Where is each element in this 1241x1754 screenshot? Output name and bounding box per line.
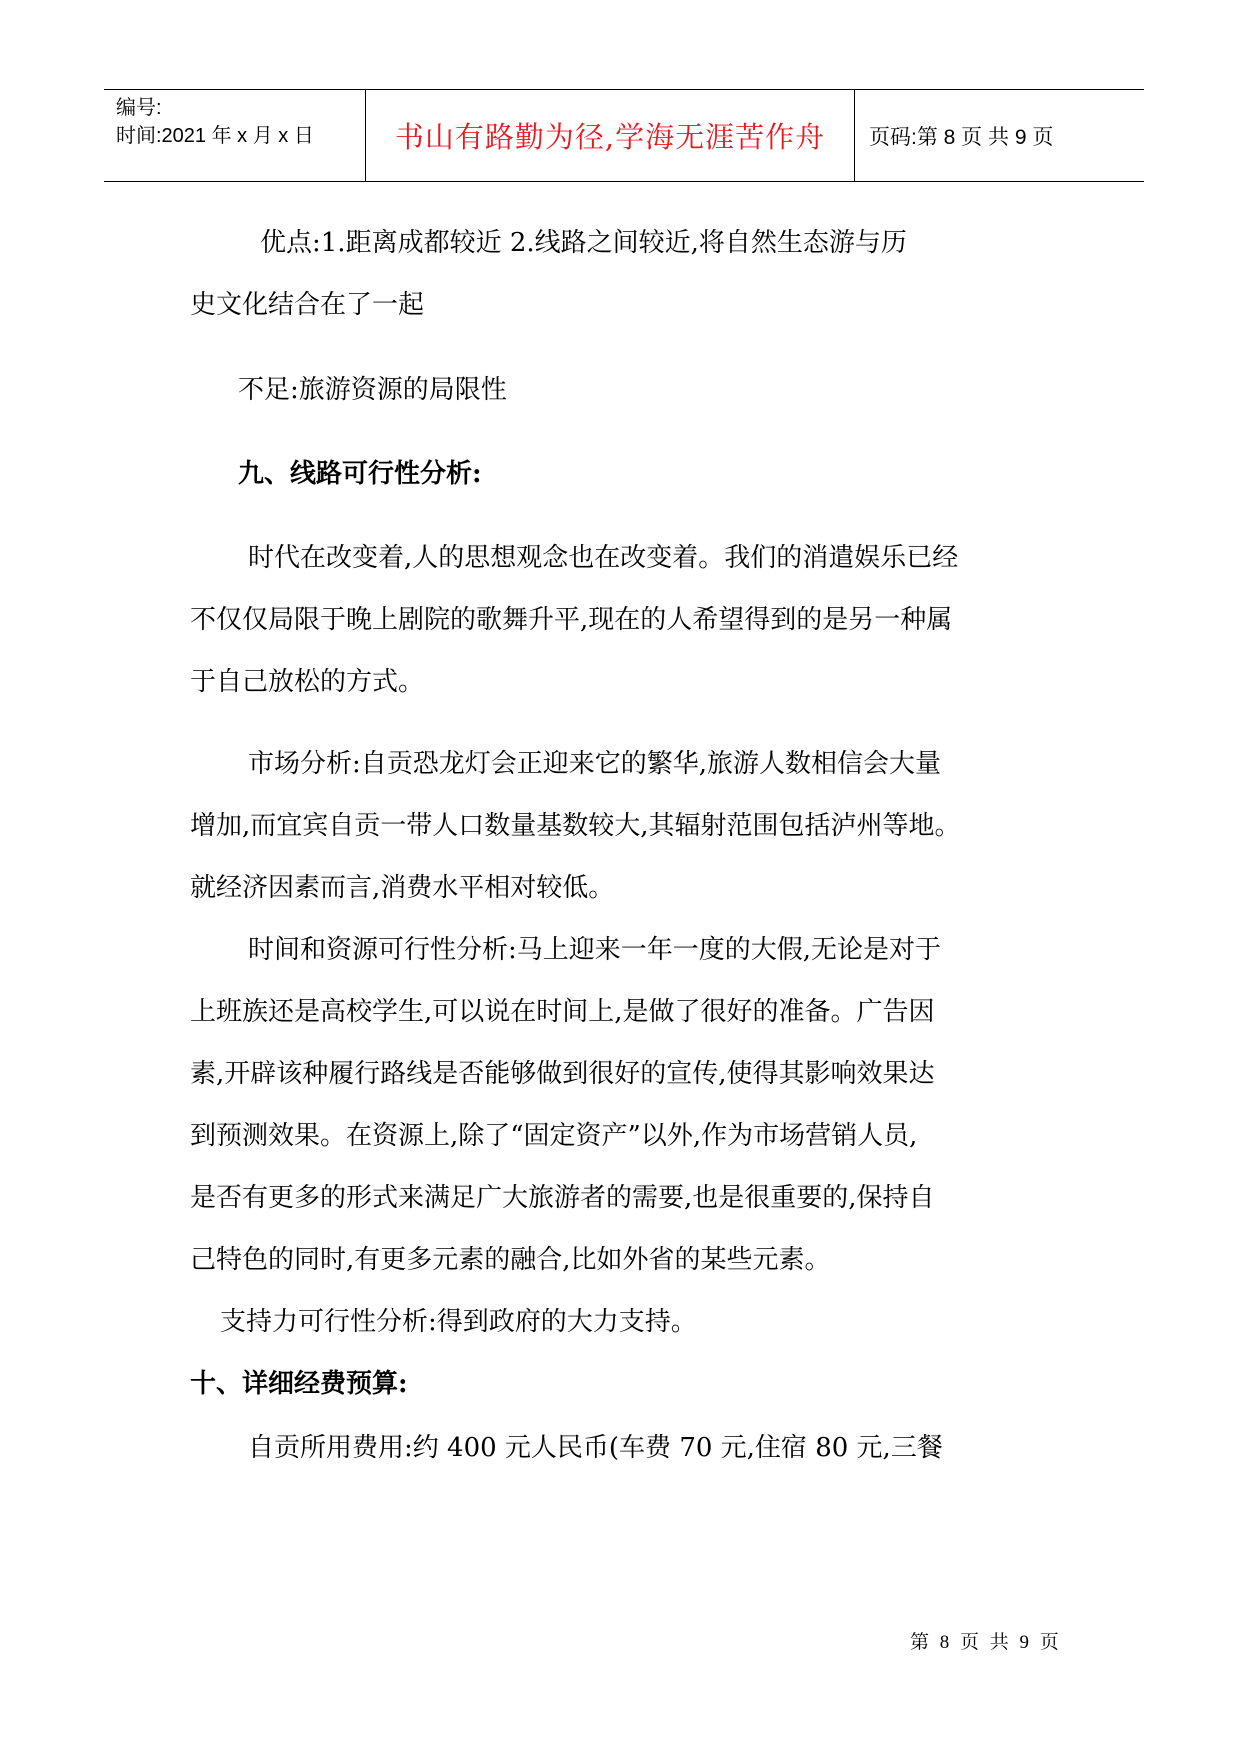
- header-page-cell: [855, 90, 1144, 181]
- paragraph-line: 优点:1.距离成都较近 2.线路之间较近,将自然生态游与历: [260, 228, 907, 258]
- paragraph-line: 己特色的同时,有更多元素的融合,比如外省的某些元素。: [190, 1245, 831, 1275]
- paragraph-line: 上班族还是高校学生,可以说在时间上,是做了很好的准备。广告因: [190, 997, 935, 1027]
- serial-number-label: 编号:: [116, 97, 162, 119]
- header-page-number: 页码:第 8 页 共 9 页: [869, 125, 1054, 149]
- paragraph-line: 是否有更多的形式来满足广大旅游者的需要,也是很重要的,保持自: [190, 1183, 935, 1213]
- paragraph-line: 增加,而宜宾自贡一带人口数量基数较大,其辐射范围包括泸州等地。: [190, 811, 961, 841]
- paragraph-line: 就经济因素而言,消费水平相对较低。: [190, 873, 615, 903]
- paragraph-line: 不足:旅游资源的局限性: [238, 375, 507, 405]
- paragraph-line: 时间和资源可行性分析:马上迎来一年一度的大假,无论是对于: [248, 935, 942, 965]
- section-heading-10: 十、详细经费预算:: [190, 1369, 408, 1399]
- time-label: 时间:2021 年 x 月 x 日: [116, 125, 314, 147]
- paragraph-line: 自贡所用费用:约 400 元人民币(车费 70 元,住宿 80 元,三餐: [248, 1433, 943, 1463]
- motto-text: 书山有路勤为径,学海无涯苦作舟: [394, 120, 826, 154]
- footer-page-number: 第 8 页 共 9 页: [910, 1632, 1059, 1653]
- page-footer: [910, 1627, 1059, 1654]
- header-meta-cell: [104, 90, 366, 181]
- paragraph-line: 于自己放松的方式。: [190, 667, 425, 697]
- paragraph-line: 市场分析:自贡恐龙灯会正迎来它的繁华,旅游人数相信会大量: [248, 749, 942, 779]
- header-motto-cell: [366, 90, 855, 181]
- page-header: [104, 89, 1144, 182]
- paragraph-line: 不仅仅局限于晚上剧院的歌舞升平,现在的人希望得到的是另一种属: [190, 605, 953, 635]
- section-heading-9: 九、线路可行性分析:: [238, 459, 482, 489]
- paragraph-line: 到预测效果。在资源上,除了“固定资产”以外,作为市场营销人员,: [190, 1121, 918, 1151]
- paragraph-line: 时代在改变着,人的思想观念也在改变着。我们的消遣娱乐已经: [248, 543, 959, 573]
- paragraph-line: 史文化结合在了一起: [190, 290, 425, 320]
- paragraph-line: 素,开辟该种履行路线是否能够做到很好的宣传,使得其影响效果达: [190, 1059, 935, 1089]
- paragraph-line: 支持力可行性分析:得到政府的大力支持。: [220, 1307, 697, 1337]
